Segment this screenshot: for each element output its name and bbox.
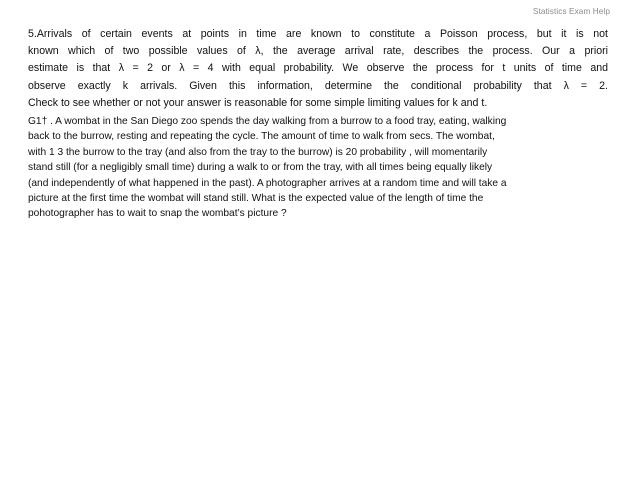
problem-5-line: known which of two possible values of λ, the average arrival rate, describes the process. Our a priori [28,45,608,58]
problem-5-text [28,26,608,112]
problem-g1-text [28,114,608,222]
problem-5-line: 5.Arrivals of certain events at points in time are known to constitute a Poisson process, but it is not [28,28,608,40]
problem-5-line: observe exactly k arrivals. Given this information, determine the conditional probability that λ = 2. [28,79,608,92]
problem-g1-line: (and independently of what happened in the past). A photographer arrives at a random time and will take a [28,177,507,189]
problem-5-line: estimate is that λ = 2 or λ = 4 with equal probability. We observe the process for t units of time and [28,62,608,75]
problem-g1-line: picture at the first time the wombat will stand still. What is the expected value of the length of time the [28,193,484,205]
problem-g1-line: stand still (for a negligibly small time) during a walk to or from the tray, with all times being equally likely [28,162,493,174]
problem-g1-line: pohotographer has to wait to snap the wombat’s picture ? [28,208,287,220]
problem-g1-line: back to the burrow, resting and repeating the cycle. The amount of time to walk from secs. The wombat, [28,131,495,143]
problem-g1-line: with 1 3 the burrow to the tray (and also from the tray to the burrow) is 20 probability , will momentarily [28,146,488,158]
problem-5-line: Check to see whether or not your answer is reasonable for some simple limiting values for k and t. [28,96,488,109]
header-title: Statistics Exam Help [532,7,610,16]
problem-g1-line: G1† . A wombat in the San Diego zoo spends the day walking from a burrow to a food tray, eating, walking [28,116,507,127]
